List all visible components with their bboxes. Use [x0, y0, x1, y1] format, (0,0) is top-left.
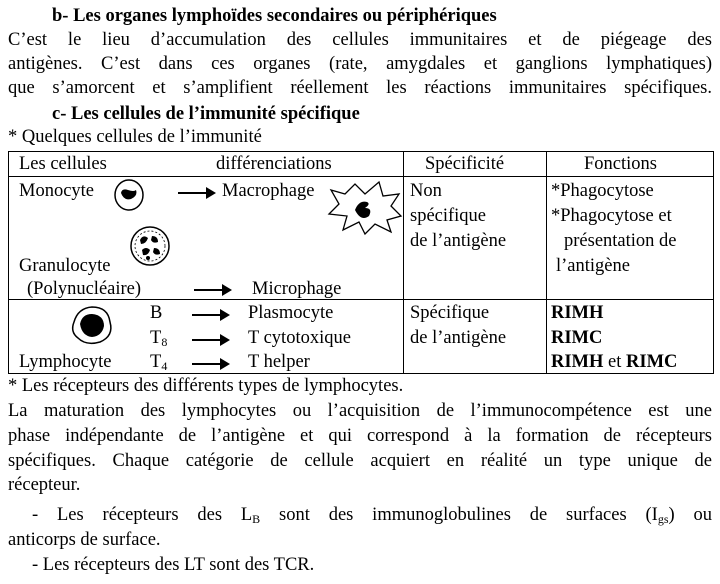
arrow-icon — [194, 289, 224, 291]
spec-nonspecific-line: spécifique — [410, 206, 487, 226]
receptors-intro: * Les récepteurs des différents types de lymphocytes. — [8, 376, 404, 396]
function-line: l’antigène — [556, 256, 630, 276]
receptors-lb-line: - Les récepteurs des $L_B$ sont des immunoglobulines de surfaces $(I_{gs})$ ou — [32, 505, 712, 526]
cell-lymphocyte: Lymphocyte — [19, 352, 112, 372]
table-intro: * Quelques cellules de l’immunité — [8, 127, 262, 147]
cell-polynuclear: (Polynucléaire) — [27, 279, 142, 299]
function-rimh: RIMH — [551, 303, 604, 323]
spec-nonspecific-line: Non — [410, 181, 442, 201]
cell-monocyte: Monocyte — [19, 181, 95, 201]
heading-specific-immunity-cells: c- Les cellules de l’immunité spécifique — [52, 104, 360, 124]
cell-microphage: Microphage — [252, 279, 342, 299]
cell-t-cytotoxic: T cytotoxique — [248, 328, 351, 348]
cell-granulocyte: Granulocyte — [19, 256, 111, 276]
lymphocyte-icon — [68, 302, 116, 348]
function-rimc: RIMC — [551, 328, 603, 348]
receptors-lt-line: - Les récepteurs des LT sont des TCR. — [32, 555, 315, 575]
monocyte-icon — [112, 176, 146, 212]
function-rimh-rimc: RIMH et RIMC — [551, 352, 678, 372]
paragraph-line: C’est le lieu d’accumulation des cellules immunitaires et de piégeage des — [8, 30, 712, 50]
function-line: *Phagocytose — [551, 181, 654, 201]
header-cells: Les cellules — [19, 154, 107, 174]
spec-nonspecific-line: de l’antigène — [410, 231, 507, 251]
header-specificity: Spécificité — [425, 154, 505, 174]
macrophage-icon — [325, 180, 403, 236]
function-line: *Phagocytose et — [551, 206, 672, 226]
heading-secondary-organs: b- Les organes lymphoïdes secondaires ou périphériques — [52, 6, 497, 26]
paragraph-line: récepteur. — [8, 475, 81, 495]
cell-macrophage: Macrophage — [222, 181, 315, 201]
label-t4: $T_4$ — [150, 352, 168, 373]
label-t8: $T_8$ — [150, 328, 168, 349]
paragraph-line: antigènes. C’est dans ces organes (rate, amygdales et ganglions lymphatiques) — [8, 54, 712, 74]
arrow-icon — [192, 339, 222, 341]
spec-specific-line: Spécifique — [410, 303, 490, 323]
arrow-icon — [192, 363, 222, 365]
arrow-icon — [178, 192, 208, 194]
spec-specific-line: de l’antigène — [410, 328, 507, 348]
paragraph-line: phase indépendante de l’antigène et qui correspond à la formation de récepteurs — [8, 426, 712, 446]
cell-t-helper: T helper — [248, 352, 310, 372]
header-differentiations: différenciations — [216, 154, 332, 174]
cell-plasmocyte: Plasmocyte — [248, 303, 334, 323]
receptors-lb-cont: anticorps de surface. — [8, 530, 161, 550]
arrow-icon — [192, 314, 222, 316]
label-b: B — [150, 303, 163, 323]
function-line: présentation de — [564, 231, 677, 251]
paragraph-line: La maturation des lymphocytes ou l’acquisition de l’immunocompétence est une — [8, 401, 712, 421]
paragraph-line: que s’amorcent et s’amplifient réellement les réactions immunitaires spécifiques. — [8, 78, 712, 98]
paragraph-line: spécifiques. Chaque catégorie de cellule acquiert en réalité un type unique de — [8, 451, 712, 471]
header-functions: Fonctions — [584, 154, 657, 174]
granulocyte-icon — [128, 224, 172, 268]
